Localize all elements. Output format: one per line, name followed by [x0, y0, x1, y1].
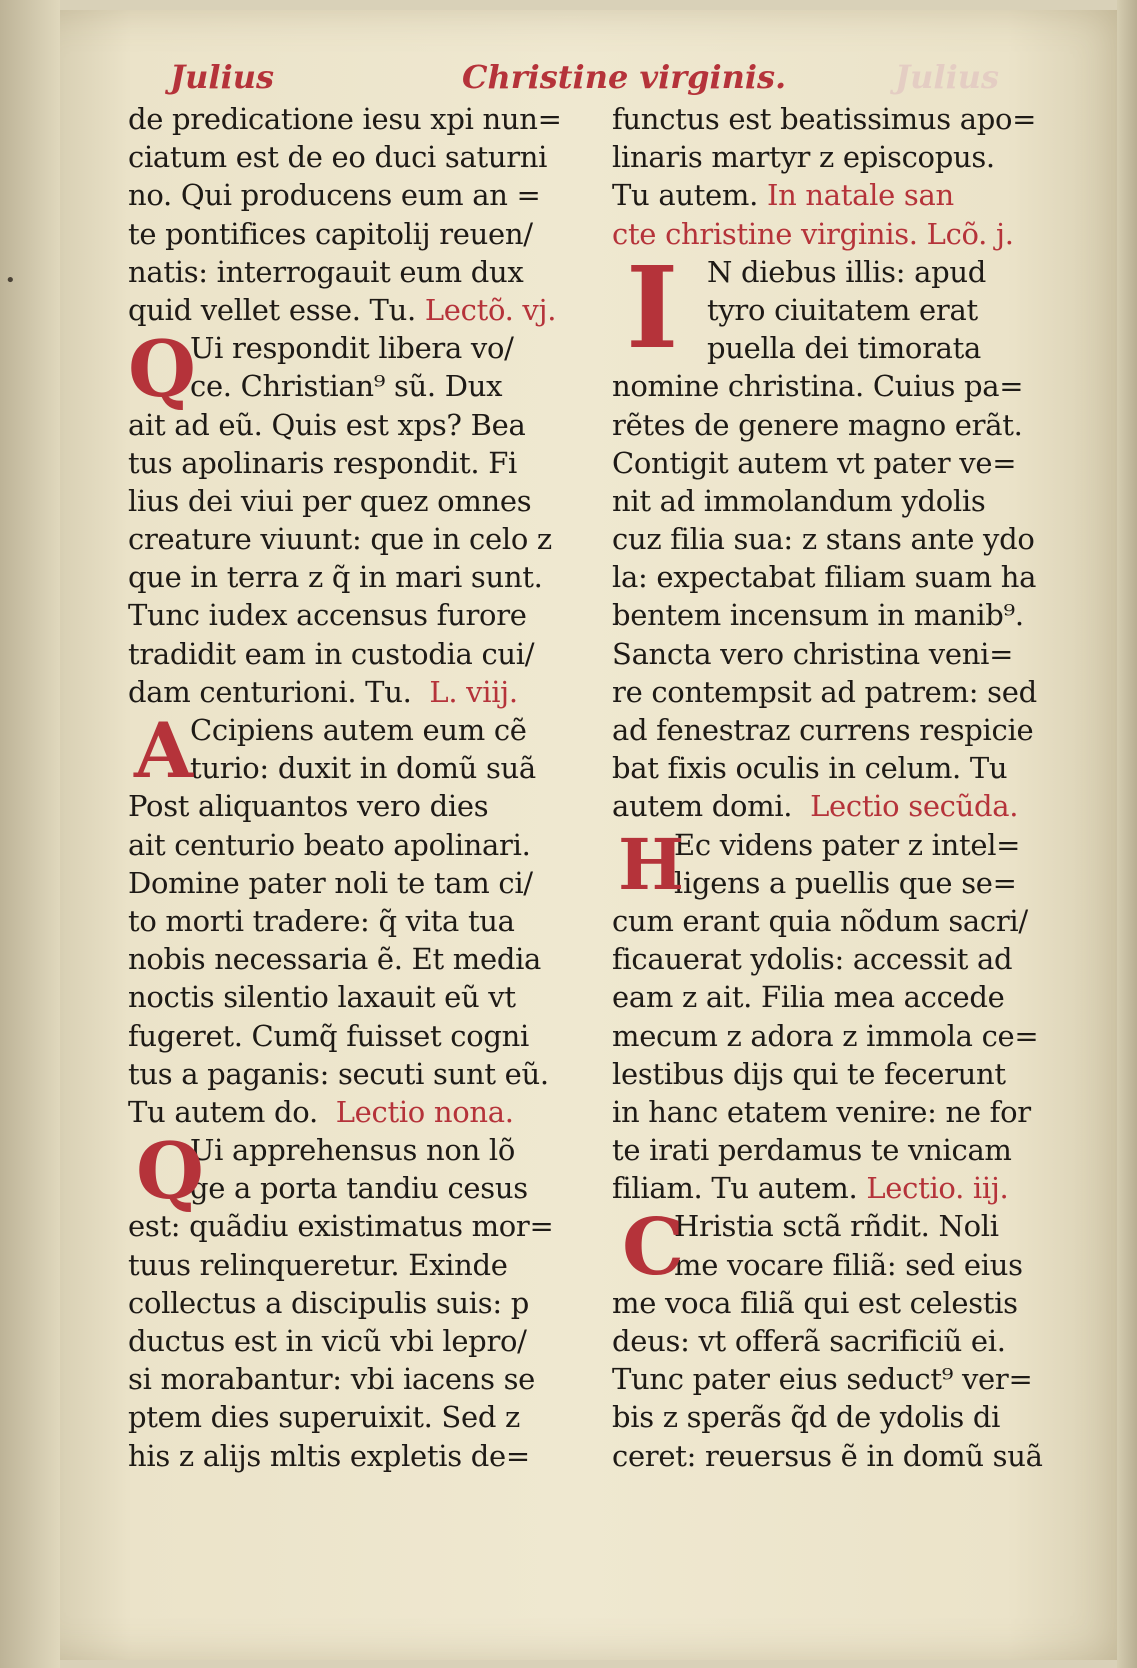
text-line: de predicatione iesu xpi nun=: [128, 102, 562, 136]
initial-block: [612, 822, 1077, 906]
text-line: tradidit eam in custodia cui/: [128, 636, 535, 671]
initial-capital: H: [618, 822, 685, 906]
text-line: ad fenestraz currens respicie: [612, 713, 1034, 747]
text-line: lius dei viui per quez omnes: [128, 483, 532, 518]
line-text: Tu autem do.: [128, 1094, 318, 1129]
line-text: Tu autem.: [612, 178, 759, 213]
text-line: lestibus dijs qui te fecerunt: [612, 1056, 1006, 1091]
text-line: ait centurio beato apolinari.: [128, 827, 531, 862]
text-line: me vocare filiã: sed eius: [674, 1247, 1023, 1282]
text-line: est: quãdiu existimatus mor=: [128, 1209, 554, 1244]
initial-block: [612, 1202, 1077, 1294]
text-line: ait ad eũ. Quis est xps? Bea: [128, 407, 526, 442]
text-line: fugeret. Cumq̃ fuisset cogni: [128, 1018, 530, 1053]
text-line: Domine pater noli te tam ci/: [128, 865, 533, 900]
text-line: re contempsit ad patrem: sed: [612, 674, 1037, 709]
left-column: [128, 100, 593, 1475]
text-line: ductus est in vicũ vbi lepro/: [128, 1324, 527, 1358]
text-line: [612, 787, 1077, 825]
text-line: si morabantur: vbi iacens se: [128, 1362, 536, 1397]
initial-capital: C: [622, 1202, 685, 1294]
text-line: cum erant quia nõdum sacri/: [612, 903, 1028, 938]
text-line: to morti tradere: q̃ vita tua: [128, 903, 515, 938]
text-line: N diebus illis: apud: [707, 254, 987, 289]
text-line: [128, 291, 593, 329]
right-column: [612, 100, 1077, 1475]
text-line: eam z ait. Filia mea accede: [612, 980, 1005, 1015]
lesson-rubric: Lectio nona.: [335, 1094, 514, 1129]
text-line: que in terra z q̃ in mari sunt.: [128, 560, 543, 595]
text-line: nit ad immolandum ydolis: [612, 483, 986, 518]
text-line: me voca filiã qui est celestis: [612, 1285, 1018, 1320]
text-line: bis z sperãs q̃d de ydolis di: [612, 1400, 1001, 1435]
initial-capital: Q: [136, 1126, 204, 1218]
text-line: cuz filia sua: z stans ante ydo: [612, 522, 1035, 557]
text-line: Ui apprehensus non lõ: [190, 1133, 516, 1168]
text-line: bentem incensum in manib⁹.: [612, 598, 1024, 633]
text-line: tus a paganis: secuti sunt eũ.: [128, 1056, 549, 1091]
text-line: tyro ciuitatem erat: [707, 292, 978, 327]
text-line: deus: vt offerã sacrificiũ ei.: [612, 1324, 1006, 1358]
text-line: la: expectabat filiam suam ha: [612, 560, 1037, 595]
line-text: autem domi.: [612, 789, 793, 824]
text-line: Tunc pater eius seduct⁹ ver=: [612, 1362, 1033, 1397]
text-line: natis: interrogauit eum dux: [128, 254, 524, 289]
text-line: Ec videns pater z intel=: [674, 827, 1021, 862]
text-line: ce. Christian⁹ sũ. Dux: [190, 369, 503, 404]
text-line: ficauerat ydolis: accessit ad: [612, 942, 1013, 977]
feast-rubric: cte christine virginis. Lcõ. j.: [612, 216, 1014, 251]
text-line: puella dei timorata: [707, 331, 981, 366]
text-line: Ui respondit libera vo/: [190, 331, 514, 366]
text-line: nomine christina. Cuius pa=: [612, 369, 1024, 404]
text-line: te irati perdamus te vnicam: [612, 1133, 1012, 1168]
text-line: te pontifices capitolij reuen/: [128, 216, 533, 251]
text-line: Sancta vero christina veni=: [612, 636, 1014, 671]
text-line: [128, 673, 593, 711]
text-line: noctis silentio laxauit eũ vt: [128, 980, 516, 1015]
initial-block: [128, 706, 593, 795]
text-line: nobis necessaria ẽ. Et media: [128, 942, 542, 977]
line-text: quid vellet esse. Tu.: [128, 292, 416, 327]
lesson-rubric: Lectõ. vj.: [424, 292, 557, 327]
text-line: ge a porta tandiu cesus: [190, 1171, 528, 1206]
lesson-rubric: Lectio. iij.: [866, 1171, 1009, 1206]
text-line: ceret: reuersus ẽ in domũ suã: [612, 1438, 1043, 1473]
page-edge: [1117, 0, 1137, 1668]
running-header-left: Julius: [170, 58, 274, 96]
text-line: linaris martyr z episcopus.: [612, 140, 995, 175]
text-line: ligens a puellis que se=: [674, 865, 1017, 900]
text-line: collectus a discipulis suis: p: [128, 1285, 529, 1320]
initial-capital: I: [626, 242, 679, 374]
lesson-rubric: L. viij.: [429, 674, 518, 709]
line-text: dam centurioni. Tu.: [128, 674, 412, 709]
text-line: rẽtes de genere magno erãt.: [612, 407, 1023, 442]
text-line: turio: duxit in domũ suã: [190, 751, 536, 786]
text-line: Ccipiens autem eum cẽ: [190, 713, 527, 747]
initial-capital: A: [134, 706, 193, 795]
text-line: no. Qui producens eum an =: [128, 178, 541, 213]
lesson-rubric: Lectio secũda.: [810, 789, 1019, 824]
page-gutter: [0, 0, 60, 1668]
text-line: in hanc etatem venire: ne for: [612, 1094, 1031, 1129]
text-line: ptem dies superuixit. Sed z: [128, 1400, 521, 1435]
text-line: Hristia sctã rñdit. Noli: [674, 1209, 999, 1244]
text-line: Post aliquantos vero dies: [128, 789, 489, 824]
text-line: [612, 176, 1077, 214]
initial-block: [128, 1126, 593, 1218]
text-line: tuus relinqueretur. Exinde: [128, 1247, 508, 1282]
text-line: functus est beatissimus apo=: [612, 102, 1037, 136]
initial-block: [128, 324, 593, 416]
text-line: bat fixis oculis in celum. Tu: [612, 751, 1008, 786]
text-line: tus apolinaris respondit. Fi: [128, 445, 518, 480]
running-header-title: Christine virginis.: [462, 58, 787, 96]
line-text: filiam. Tu autem.: [612, 1171, 858, 1206]
initial-block: [612, 242, 1077, 374]
margin-mark: •: [5, 270, 16, 291]
text-line: Contigit autem vt pater ve=: [612, 445, 1017, 480]
bleed-through-header: Julius: [895, 58, 999, 96]
initial-capital: Q: [128, 324, 196, 416]
text-line: mecum z adora z immola ce=: [612, 1018, 1039, 1053]
text-line: Tunc iudex accensus furore: [128, 598, 527, 633]
feast-rubric: In natale san: [766, 178, 954, 213]
text-line: his z alijs mltis expletis de=: [128, 1438, 530, 1473]
text-line: creature viuunt: que in celo z: [128, 522, 552, 557]
text-line: ciatum est de eo duci saturni: [128, 140, 548, 175]
